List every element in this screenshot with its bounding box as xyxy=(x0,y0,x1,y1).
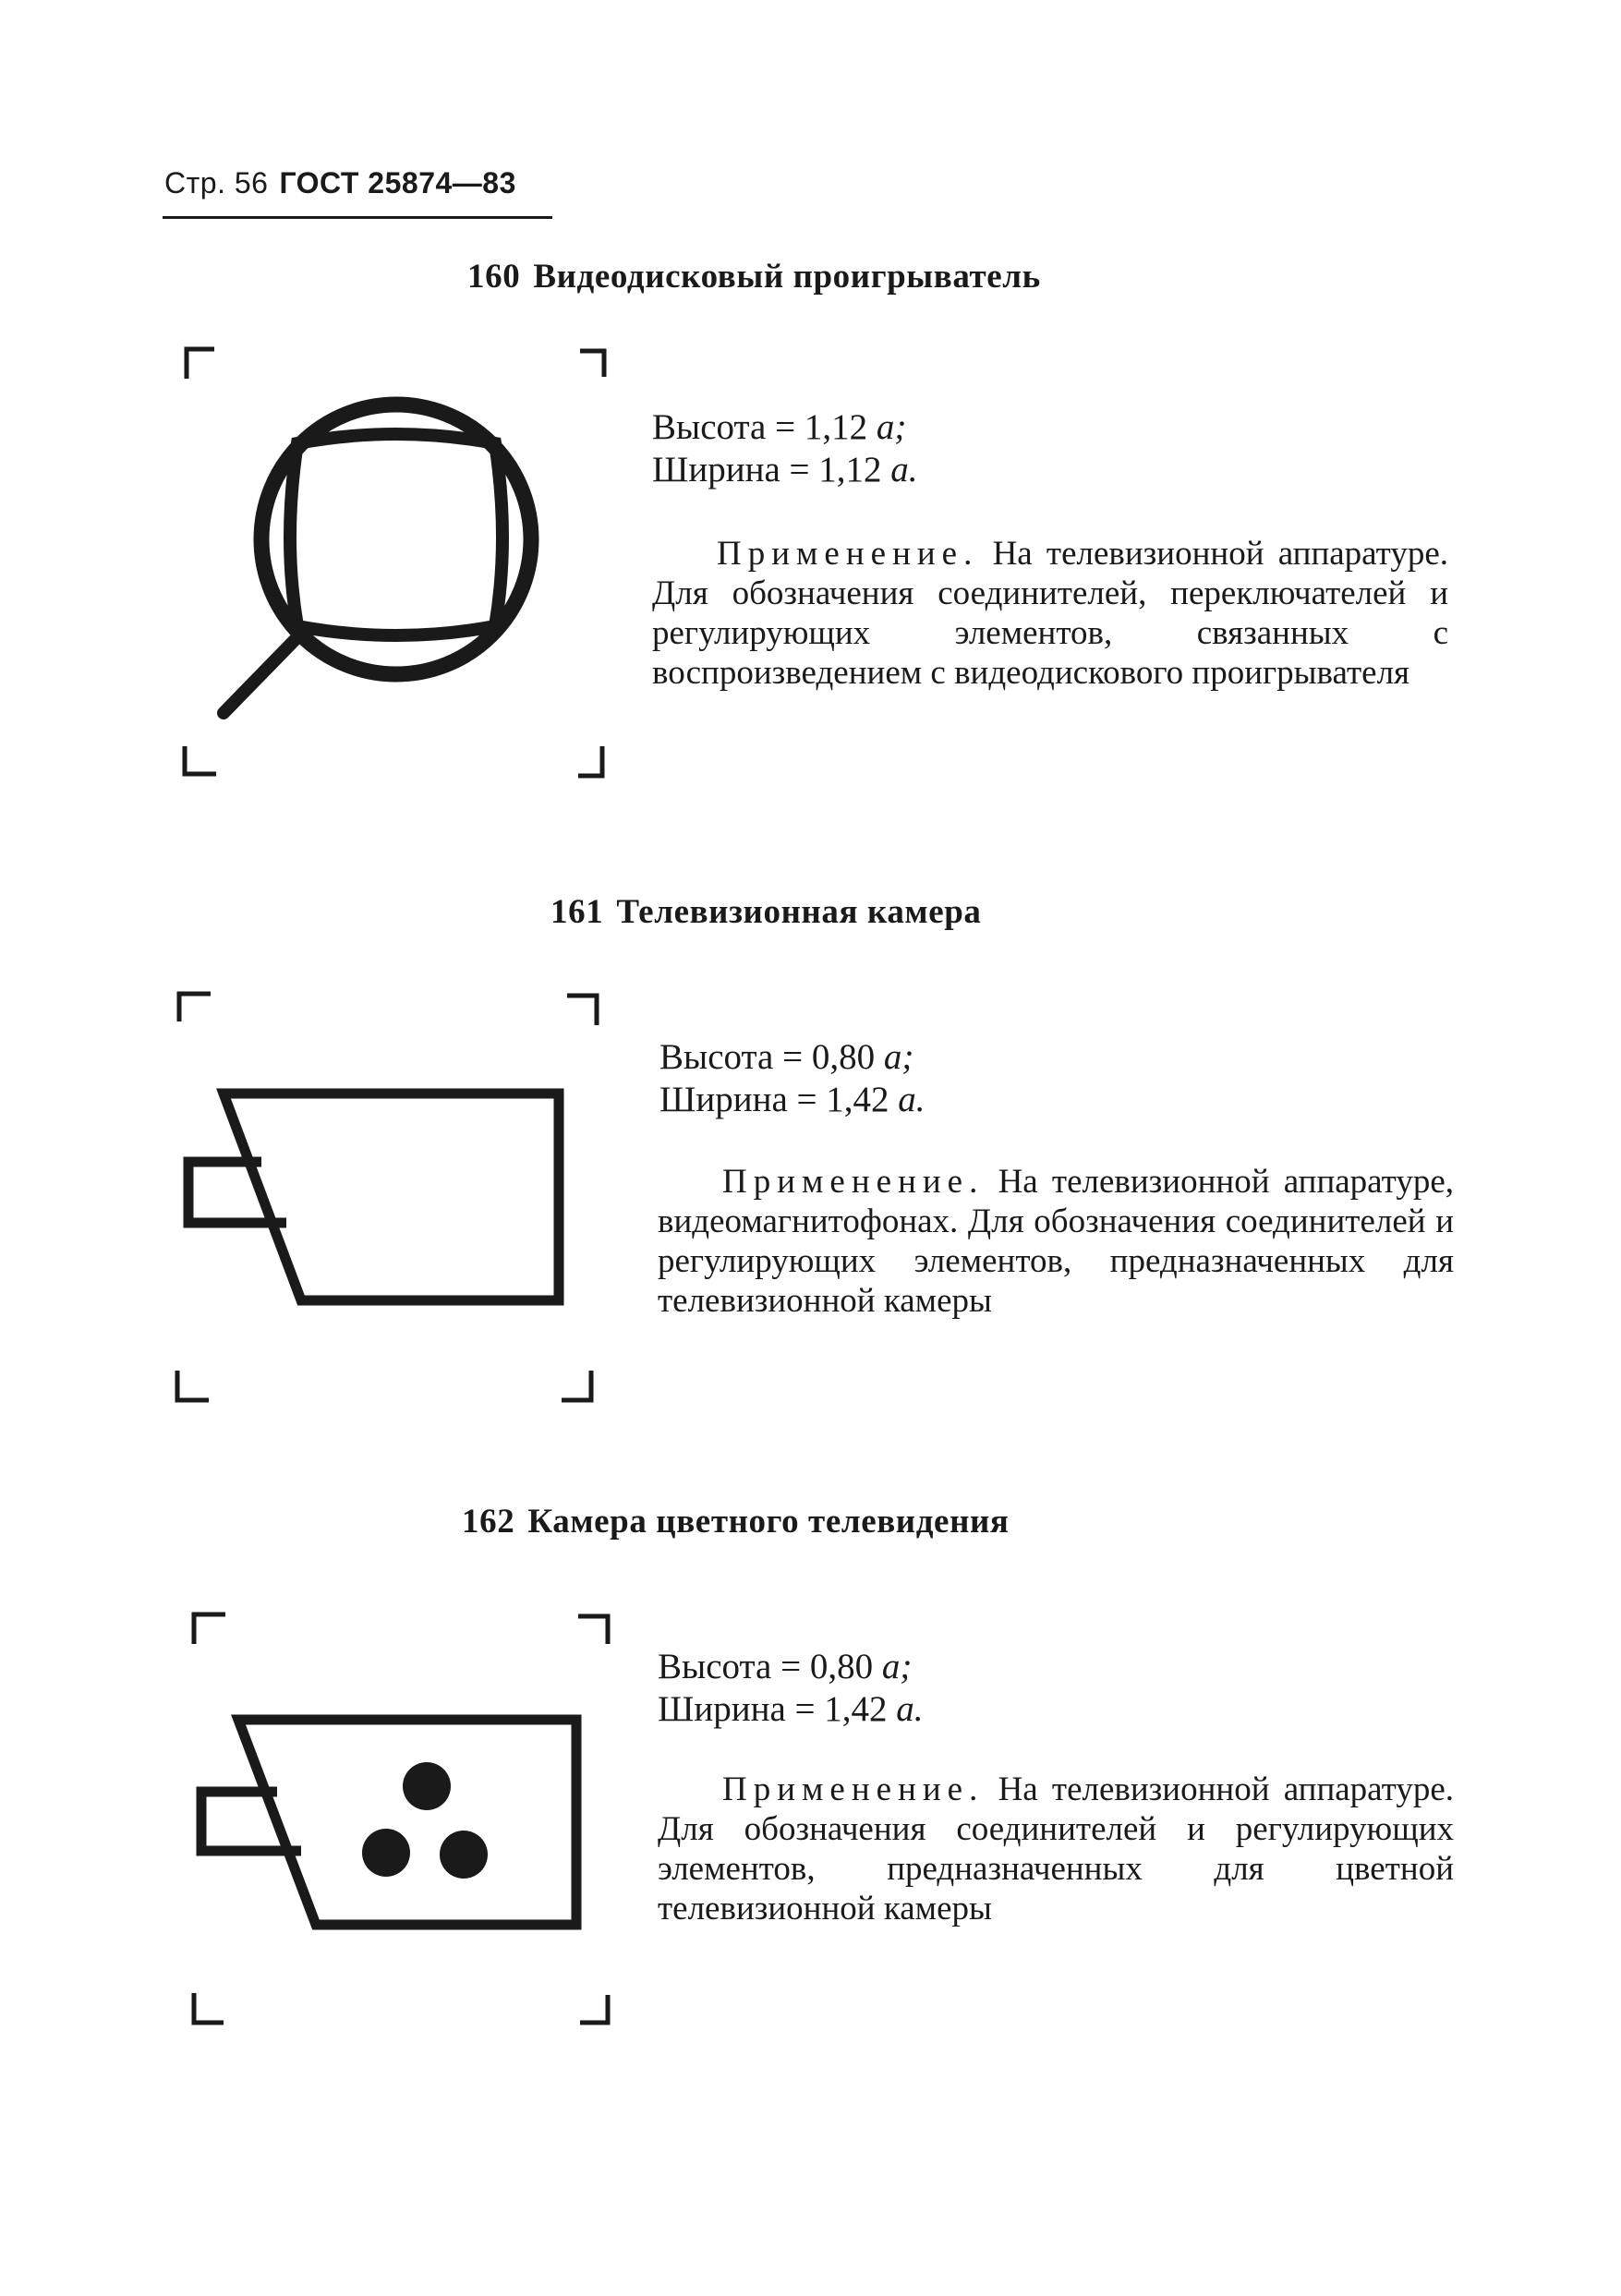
color-dot-right xyxy=(440,1831,488,1879)
frame-corners xyxy=(185,349,604,776)
application-text: На телевизионной аппаратуре. Для обозначения соединителей и регулирующих элементов, предназначенных для цветной телевизионной камеры xyxy=(658,1770,1454,1927)
application-lead: Применение. xyxy=(717,535,979,573)
color-dot-top xyxy=(403,1762,451,1810)
entry-162-title xyxy=(462,1502,1010,1541)
videodisc-player-icon xyxy=(166,332,628,794)
entry-161-application xyxy=(658,1162,1454,1321)
frame-corners xyxy=(194,1614,608,2023)
magnifier-handle xyxy=(224,639,296,713)
width-line: Ширина = 1,12 a. xyxy=(652,450,918,489)
height-line: Высота = 0,80 a; xyxy=(658,1647,913,1686)
application-text: На телевизионной аппаратуре. Для обозначения соединителей, переключателей и регулирующих элементов, связанных с воспроизведением с видеодискового проигрывателя xyxy=(652,535,1448,692)
entry-162-dimensions xyxy=(658,1646,924,1731)
page-header xyxy=(164,166,516,200)
width-line: Ширина = 1,42 a. xyxy=(659,1080,925,1119)
standard-number: ГОСТ 25874—83 xyxy=(279,166,516,199)
entry-title: Телевизионная камера xyxy=(616,893,982,931)
entry-160-application xyxy=(652,534,1448,693)
application-lead: Применение. xyxy=(722,1770,985,1808)
width-line: Ширина = 1,42 a. xyxy=(658,1689,924,1729)
entry-161-dimensions xyxy=(659,1036,925,1121)
entry-160-dimensions xyxy=(652,406,918,491)
height-line: Высота = 1,12 a; xyxy=(652,407,907,447)
entry-number: 160 xyxy=(467,258,521,296)
color-dot-left xyxy=(362,1829,410,1877)
entry-number: 161 xyxy=(550,893,604,931)
page-number: Стр. 56 xyxy=(164,166,269,199)
screen-outline xyxy=(290,434,502,635)
camera-body xyxy=(238,1720,576,1925)
camera-body xyxy=(224,1094,559,1300)
application-lead: Применение. xyxy=(722,1163,985,1201)
frame-corners xyxy=(177,994,597,1400)
entry-161-title xyxy=(550,892,982,932)
tv-camera-icon xyxy=(166,979,628,1422)
entry-number: 162 xyxy=(462,1503,515,1541)
entry-title: Камера цветного телевидения xyxy=(527,1503,1010,1541)
color-tv-camera-icon xyxy=(181,1601,643,2045)
header-rule xyxy=(163,216,552,219)
entry-162-application xyxy=(658,1770,1454,1928)
entry-title: Видеодисковый проигрыватель xyxy=(533,258,1041,296)
height-line: Высота = 0,80 a; xyxy=(659,1037,914,1077)
entry-160-title xyxy=(467,257,1041,296)
application-text: На телевизионной аппаратуре, видеомагнитофонах. Для обозначения соединителей и регулирующих элементов, предназначенных для телевизионной камеры xyxy=(658,1163,1454,1320)
